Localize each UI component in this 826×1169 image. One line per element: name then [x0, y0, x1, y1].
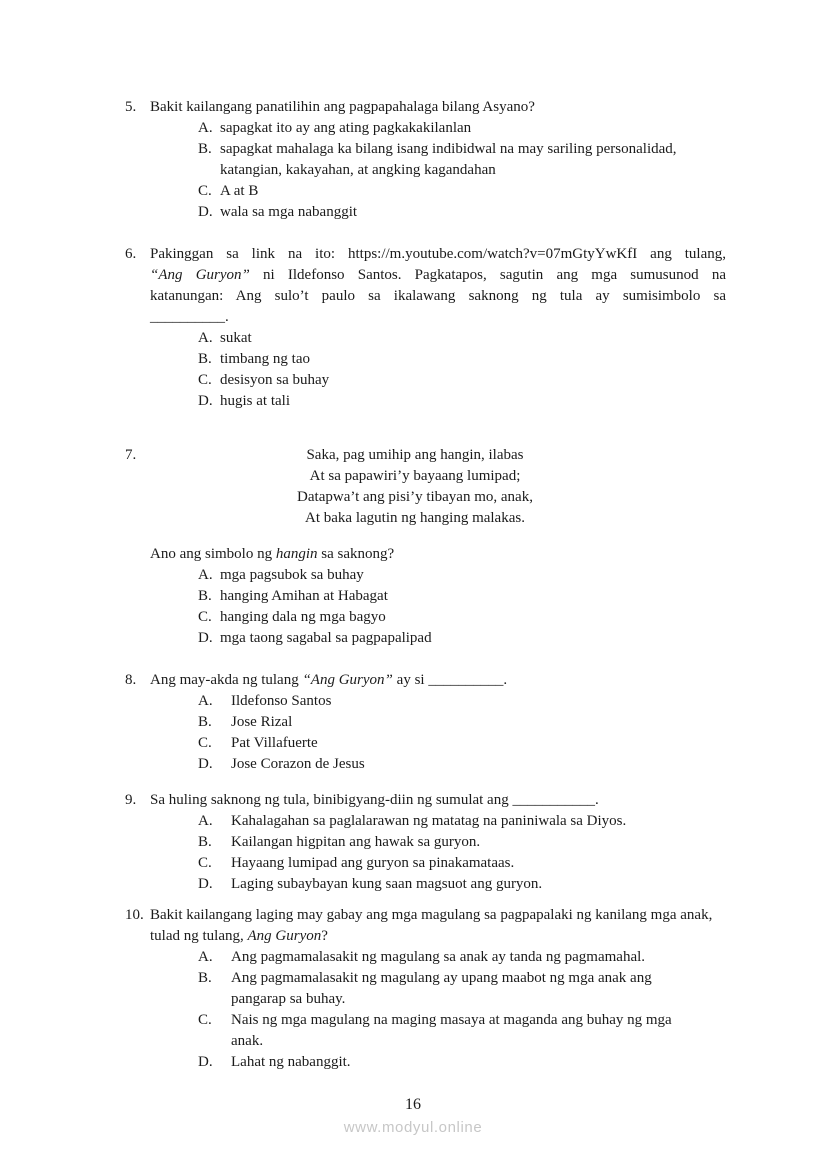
option-a [198, 565, 726, 586]
option-letter: B. [198, 588, 212, 604]
option-letter: D. [198, 876, 213, 892]
poem-stanza [150, 445, 680, 529]
option-text: sukat [220, 330, 252, 346]
option-a [198, 691, 726, 712]
option-text: hugis at tali [220, 393, 290, 409]
option-a [198, 811, 726, 832]
option-c [198, 733, 726, 754]
question-stem [150, 905, 726, 947]
youtube-link-text: https://m.youtube.com/watch?v=07mGtyYwKfI [347, 246, 638, 262]
option-text: mga taong sagabal sa pagpapalipad [220, 630, 432, 646]
option-letter: B. [198, 141, 212, 157]
option-d [198, 1052, 726, 1073]
option-text: desisyon sa buhay [220, 372, 330, 388]
option-text: hanging Amihan at Habagat [220, 588, 388, 604]
option-letter: C. [198, 609, 212, 625]
watermark: www.modyul.online [343, 1119, 483, 1136]
option-text: timbang ng tao [220, 351, 310, 367]
option-c [198, 607, 726, 628]
stem-text: Ang may-akda ng tulang [150, 672, 303, 688]
option-letter: D. [198, 630, 213, 646]
option-letter: A. [198, 949, 213, 965]
stem-text: sa saknong? [317, 546, 395, 562]
option-letter: A. [198, 567, 213, 583]
stem-italic-word: hangin [275, 546, 318, 562]
question-stem [150, 670, 726, 691]
option-b [198, 832, 726, 853]
option-text: mga pagsubok sa buhay [220, 567, 364, 583]
option-text: hanging dala ng mga bagyo [220, 609, 386, 625]
poem-line: At baka lagutin ng hanging malakas. [305, 510, 525, 526]
option-letter: C. [198, 372, 212, 388]
question-stem: Sa huling saknong ng tula, binibigyang-diin ng sumulat ang ___________. [150, 792, 599, 808]
option-letter: C. [198, 735, 212, 751]
question-number: 8. [125, 672, 137, 688]
question-9 [125, 790, 726, 895]
options-list [198, 118, 726, 223]
option-letter: D. [198, 1054, 213, 1070]
option-a [198, 328, 726, 349]
question-number: 5. [125, 99, 137, 115]
option-letter: D. [198, 393, 213, 409]
option-letter: A. [198, 120, 213, 136]
option-text: Jose Rizal [231, 714, 293, 730]
question-number: 6. [125, 246, 137, 262]
poem-line: At sa papawiri’y bayaang lumipad; [309, 468, 521, 484]
question-number: 9. [125, 792, 137, 808]
option-letter: D. [198, 204, 213, 220]
question-5 [125, 97, 726, 223]
question-8 [125, 670, 726, 775]
option-text: Pat Villafuerte [231, 735, 318, 751]
option-c [198, 1010, 726, 1052]
options-list [198, 811, 726, 895]
poem-title: “Ang Guryon” [150, 267, 250, 283]
option-letter: A. [198, 330, 213, 346]
option-a [198, 118, 726, 139]
options-list [198, 691, 726, 775]
option-text-line: pangarap sa buhay. [231, 991, 346, 1007]
stem-text: Ano ang simbolo ng [150, 546, 276, 562]
option-text [220, 139, 726, 181]
option-text [231, 1010, 726, 1052]
options-list [198, 328, 726, 412]
poem-title: Ang Guryon [247, 928, 322, 944]
question-stem-line [150, 244, 726, 265]
option-b [198, 712, 726, 733]
question-stem: Bakit kailangang panatilihin ang pagpapahalaga bilang Asyano? [150, 99, 535, 115]
option-c [198, 181, 726, 202]
option-text: sapagkat ito ay ang ating pagkakakilanlan [220, 120, 472, 136]
option-text: wala sa mga nabanggit [220, 204, 358, 220]
option-letter: D. [198, 756, 213, 772]
option-text-line: Nais ng mga magulang na maging masaya at maganda ang buhay ng mga [231, 1012, 672, 1028]
poem-line: Saka, pag umihip ang hangin, ilabas [306, 447, 524, 463]
option-c [198, 370, 726, 391]
option-text: Jose Corazon de Jesus [231, 756, 365, 772]
option-d [198, 391, 726, 412]
option-letter: B. [198, 834, 212, 850]
answer-blank: __________. [150, 309, 229, 325]
poem-title: “Ang Guryon” [302, 672, 393, 688]
option-text-line: anak. [231, 1033, 264, 1049]
option-text: Kailangan higpitan ang hawak sa guryon. [231, 834, 481, 850]
question-stem-line: katanungan: Ang sulo’t paulo sa ikalawang saknong ng tula ay sumisimbolo sa [150, 288, 726, 304]
option-text: Hayaang lumipad ang guryon sa pinakamataas. [231, 855, 515, 871]
option-letter: C. [198, 1012, 212, 1028]
option-text-line: katangian, kakayahan, at angking kagandahan [220, 162, 496, 178]
stem-text: ay si __________. [392, 672, 508, 688]
stem-text: ? [321, 928, 328, 944]
option-text: Ang pagmamalasakit ng magulang sa anak ay tanda ng pagmamahal. [231, 949, 646, 965]
option-text-line: Ang pagmamalasakit ng magulang ay upang maabot ng mga anak ang [231, 970, 652, 986]
option-a [198, 947, 726, 968]
option-c [198, 853, 726, 874]
option-d [198, 754, 726, 775]
option-d [198, 628, 726, 649]
question-stem [150, 544, 726, 565]
page-number: 16 [405, 1096, 421, 1113]
options-list [198, 565, 726, 649]
option-text [231, 968, 726, 1010]
option-letter: A. [198, 813, 213, 829]
stem-text: ni Ildefonso Santos. Pagkatapos, sagutin ang mga sumusunod na [249, 267, 726, 283]
option-letter: B. [198, 970, 212, 986]
stem-text: Bakit kailangang laging may gabay ang mga magulang sa pagpapalaki ng kanilang mga anak, tulad ng tulang, [150, 907, 713, 944]
option-letter: B. [198, 351, 212, 367]
option-letter: C. [198, 855, 212, 871]
question-7 [125, 445, 726, 649]
option-text: Laging subaybayan kung saan magsuot ang guryon. [231, 876, 543, 892]
question-number: 7. [125, 447, 137, 463]
option-d [198, 874, 726, 895]
option-text-line: sapagkat mahalaga ka bilang isang indibidwal na may sariling personalidad, [220, 141, 677, 157]
option-b [198, 139, 726, 181]
option-b [198, 968, 726, 1010]
option-text: Kahalagahan sa paglalarawan ng matatag na paniniwala sa Diyos. [231, 813, 627, 829]
stem-text: ang tulang, [637, 246, 726, 262]
question-10 [125, 905, 726, 1073]
option-letter: C. [198, 183, 212, 199]
option-letter: A. [198, 693, 213, 709]
option-d [198, 202, 726, 223]
question-6 [125, 244, 726, 412]
question-stem-line [150, 265, 726, 286]
options-list [198, 947, 726, 1073]
poem-line: Datapwa’t ang pisi’y tibayan mo, anak, [297, 489, 533, 505]
option-text: Lahat ng nabanggit. [231, 1054, 351, 1070]
option-letter: B. [198, 714, 212, 730]
stem-text: Pakinggan sa link na ito: [150, 246, 348, 262]
question-number: 10. [125, 907, 144, 923]
option-text: A at B [220, 183, 259, 199]
option-b [198, 349, 726, 370]
option-text: Ildefonso Santos [231, 693, 332, 709]
option-b [198, 586, 726, 607]
